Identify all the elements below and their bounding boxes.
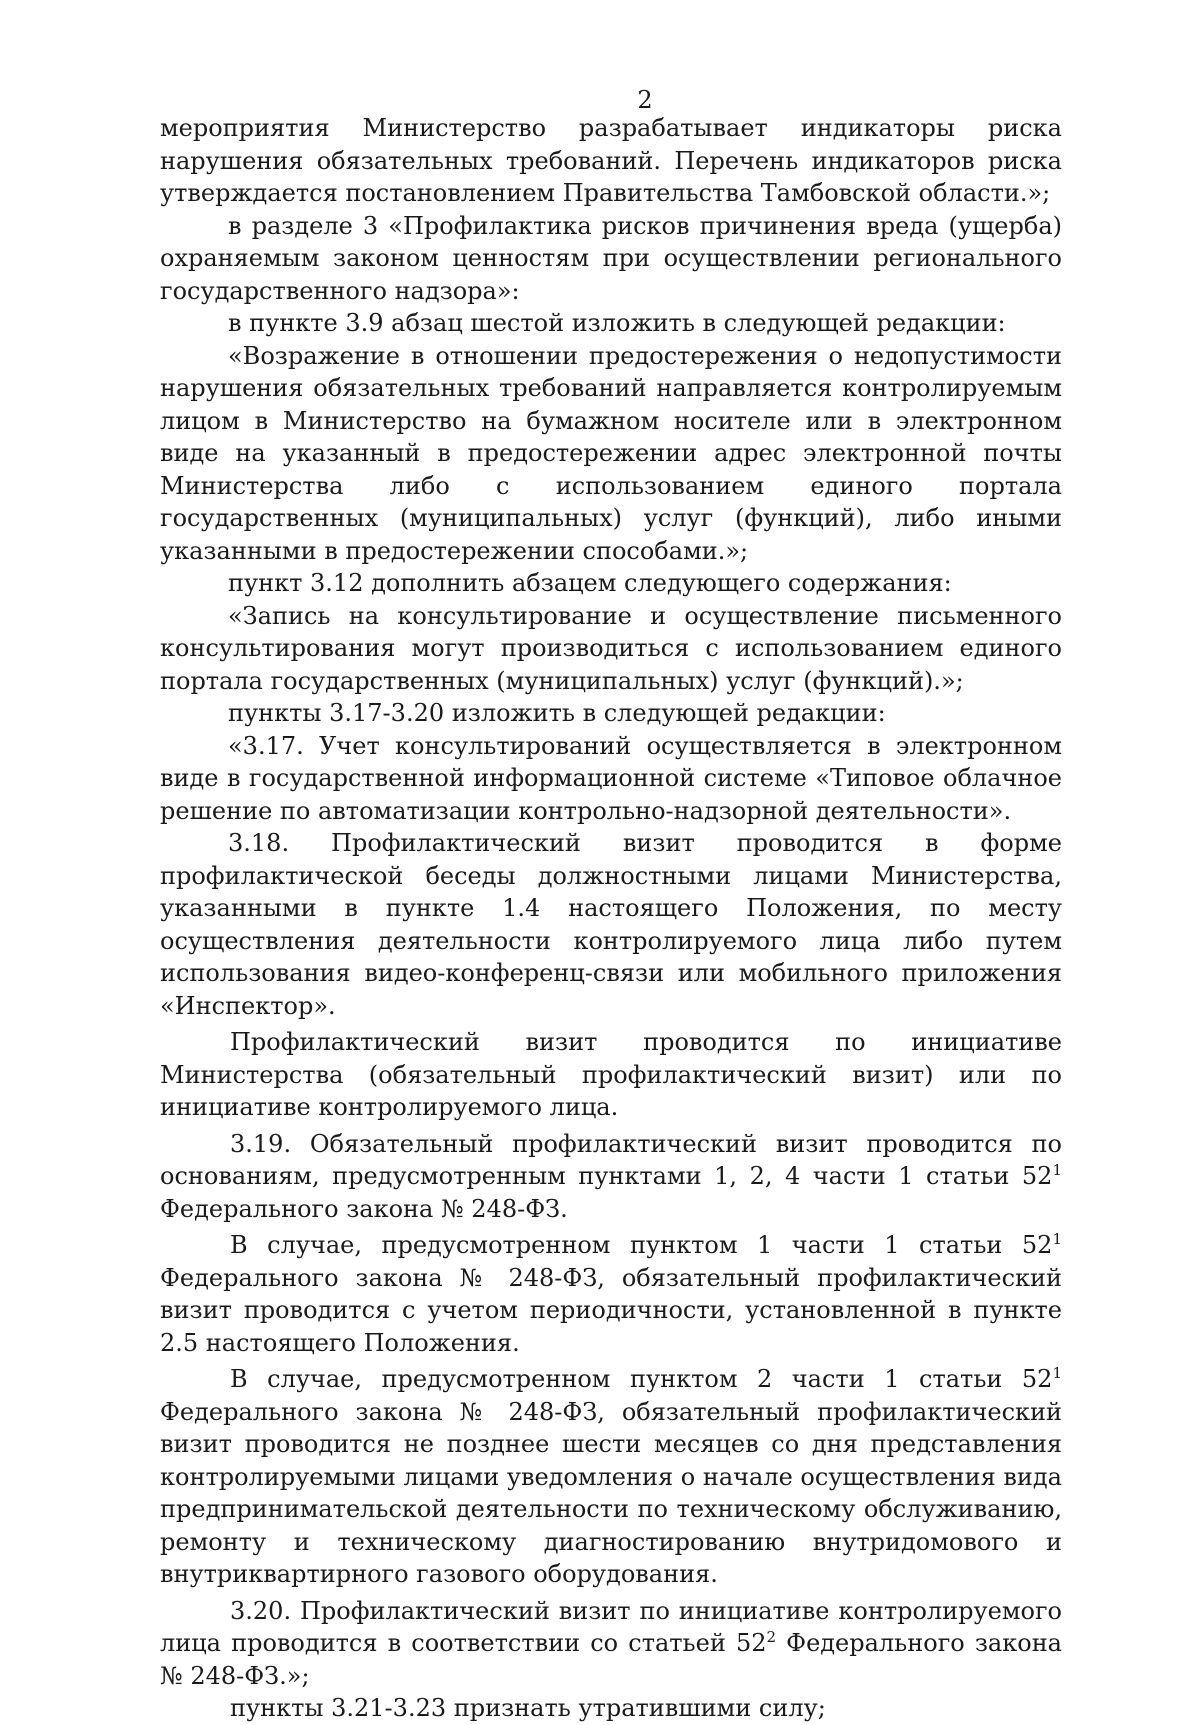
paragraph-13-text: В случае, предусмотренном пунктом 2 части 1 статьи 52 bbox=[230, 1365, 1053, 1393]
paragraph-4: «Возражение в отношении предостережения о недопустимости нарушения обязательных требований направляется контролируемым лицом в Министерство на бумажном носителе или в электронном виде на указанный в предостережении адрес электронной почты Министерства либо с использованием единого портала государственных (муниципальных) услуг (функций), либо иными указанными в предостережении способами.»; bbox=[160, 341, 1062, 565]
paragraph-14 bbox=[160, 1595, 1062, 1693]
paragraph-10: Профилактический визит проводится по инициативе Министерства (обязательный профилактический визит) или по инициативе контролируемого лица. bbox=[160, 1028, 1062, 1121]
superscript-4: 2 bbox=[766, 1628, 777, 1646]
paragraph-2: в разделе 3 «Профилактика рисков причинения вреда (ущерба) охраняемым законом ценностям при осуществлении регионального государственного надзора»: bbox=[160, 211, 1062, 305]
superscript-1: 1 bbox=[1052, 1161, 1062, 1179]
paragraph-12-tail: Федерального закона № 248-ФЗ, обязательный профилактический визит проводится с учетом периодичности, установленной в пункте 2.5 настоящего Положения. bbox=[160, 1263, 1062, 1357]
superscript-3: 1 bbox=[1052, 1364, 1062, 1382]
paragraph-14-tail: Федерального закона № 248-ФЗ.»; bbox=[160, 1629, 1062, 1690]
superscript-2: 1 bbox=[1052, 1230, 1062, 1248]
paragraph-11-tail: Федерального закона № 248-ФЗ. bbox=[160, 1194, 568, 1223]
paragraph-15: пункты 3.21-3.23 признать утратившими силу; bbox=[230, 1694, 826, 1722]
paragraph-6: «Запись на консультирование и осуществление письменного консультирования могут производиться с использованием единого портала государственных (муниципальных) услуг (функций).»; bbox=[160, 601, 1062, 695]
paragraph-14-text: 3.20. Профилактический визит по инициативе контролируемого лица проводится в соответствии со статьей 52 bbox=[160, 1596, 1062, 1657]
document-body bbox=[160, 112, 1062, 1725]
paragraph-7: пункты 3.17-3.20 изложить в следующей редакции: bbox=[228, 699, 886, 727]
paragraph-11-text: 3.19. Обязательный профилактический визит проводится по основаниям, предусмотренным пунктами 1, 2, 4 части 1 статьи 52 bbox=[160, 1129, 1062, 1190]
paragraph-8: «3.17. Учет консультирований осуществляется в электронном виде в государственной информационной системе «Типовое облачное решение по автоматизации контрольно-надзорной деятельности». bbox=[160, 731, 1062, 825]
paragraph-11 bbox=[160, 1128, 1062, 1226]
paragraph-13-tail: Федерального закона № 248-ФЗ, обязательный профилактический визит проводится не позднее шести месяцев со дня представления контролируемыми лицами уведомления о начале осуществления вида предпринимательской деятельности по техническому обслуживанию, ремонту и техническому диагностированию внутридомового и внутриквартирного газового оборудования. bbox=[160, 1397, 1062, 1588]
page-number: 2 bbox=[637, 86, 653, 114]
paragraph-5: пункт 3.12 дополнить абзацем следующего содержания: bbox=[228, 569, 952, 597]
paragraph-12-text: В случае, предусмотренном пунктом 1 части 1 статьи 52 bbox=[230, 1231, 1053, 1259]
paragraph-12 bbox=[160, 1229, 1062, 1359]
paragraph-13 bbox=[160, 1363, 1062, 1591]
paragraph-3: в пункте 3.9 абзац шестой изложить в следующей редакции: bbox=[228, 309, 1006, 337]
paragraph-9: 3.18. Профилактический визит проводится в форме профилактической беседы должностными лицами Министерства, указанными в пункте 1.4 настоящего Положения, по месту осуществления деятельности контролируемого лица либо путем использования видео-конференц-связи или мобильного приложения «Инспектор». bbox=[160, 829, 1062, 1020]
paragraph-1: мероприятия Министерство разрабатывает индикаторы риска нарушения обязательных требований. Перечень индикаторов риска утверждается постановлением Правительства Тамбовской области.»; bbox=[160, 114, 1062, 207]
